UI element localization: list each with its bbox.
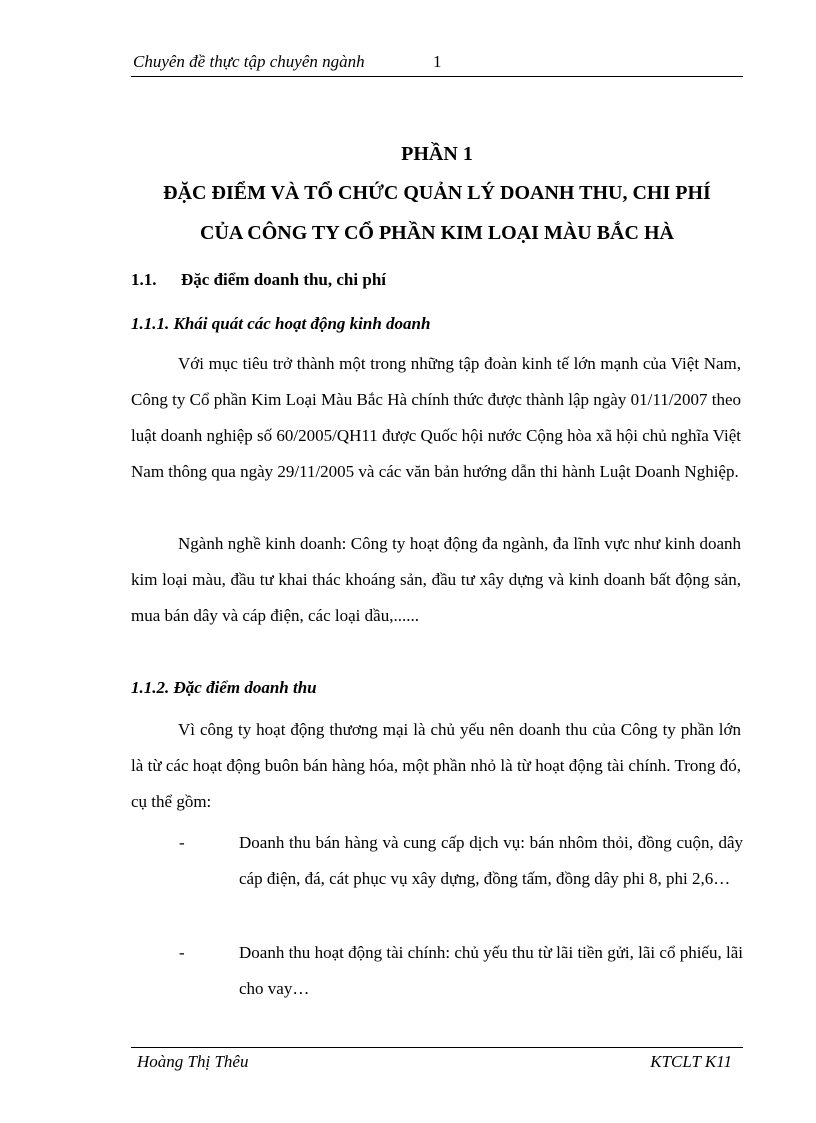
bullet-text: Doanh thu hoạt động tài chính: chủ yếu thu từ lãi tiền gửi, lãi cổ phiếu, lãi cho vay… xyxy=(239,943,743,998)
section-1-1-2-heading: 1.1.2. Đặc điểm doanh thu xyxy=(131,678,317,697)
page-number: 1 xyxy=(433,52,442,71)
list-item xyxy=(131,825,743,897)
paragraph-revenue-intro: Vì công ty hoạt động thương mại là chủ yếu nên doanh thu của Công ty phần lớn là từ các hoạt động buôn bán hàng hóa, một phần nhỏ là từ hoạt động tài chính. Trong đó, cụ thể gồm: xyxy=(131,720,741,811)
page-header xyxy=(131,50,743,77)
section-1-1-heading xyxy=(131,270,386,290)
part-title-line2: CỦA CÔNG TY CỔ PHẦN KIM LOẠI MÀU BẮC HÀ xyxy=(200,222,674,244)
footer-author: Hoàng Thị Thêu xyxy=(137,1052,249,1071)
part-label: PHẦN 1 xyxy=(401,143,473,165)
paragraph-overview: Với mục tiêu trở thành một trong những tập đoàn kinh tế lớn mạnh của Việt Nam, Công ty Cổ phần Kim Loại Màu Bắc Hà chính thức được thành lập ngày 01/11/2007 theo luật doanh nghiệp số 60/2005/QH11 được Quốc hội nước Cộng hòa xã hội chủ nghĩa Việt Nam thông qua ngày 29/11/2005 và các văn bản hướng dẫn thi hành Luật Doanh Nghiệp. xyxy=(131,354,741,481)
footer-divider xyxy=(131,1047,743,1048)
list-item xyxy=(131,935,743,1007)
footer-class-code: KTCLT K11 xyxy=(650,1052,732,1071)
section-1-1-title: Đặc điểm doanh thu, chi phí xyxy=(181,270,386,289)
bullet-dash: - xyxy=(179,943,185,962)
section-1-1-1-heading: 1.1.1. Khái quát các hoạt động kinh doanh xyxy=(131,314,431,333)
document-title: Chuyên đề thực tập chuyên ngành xyxy=(133,52,365,71)
section-1-1-number: 1.1. xyxy=(131,270,157,289)
paragraph-business-lines: Ngành nghề kinh doanh: Công ty hoạt động đa ngành, đa lĩnh vực như kinh doanh kim loại màu, đầu tư khai thác khoáng sản, đầu tư xây dựng và kinh doanh bất động sản, mua bán dây và cáp điện, các loại dầu,...... xyxy=(131,534,741,625)
bullet-dash: - xyxy=(179,833,185,852)
bullet-text: Doanh thu bán hàng và cung cấp dịch vụ: bán nhôm thỏi, đồng cuộn, dây cáp điện, đá, cát phục vụ xây dựng, đồng tấm, đồng dây phi 8, phi 2,6… xyxy=(239,833,743,888)
part-title-line1: ĐẶC ĐIỂM VÀ TỔ CHỨC QUẢN LÝ DOANH THU, CHI PHÍ xyxy=(163,182,711,204)
